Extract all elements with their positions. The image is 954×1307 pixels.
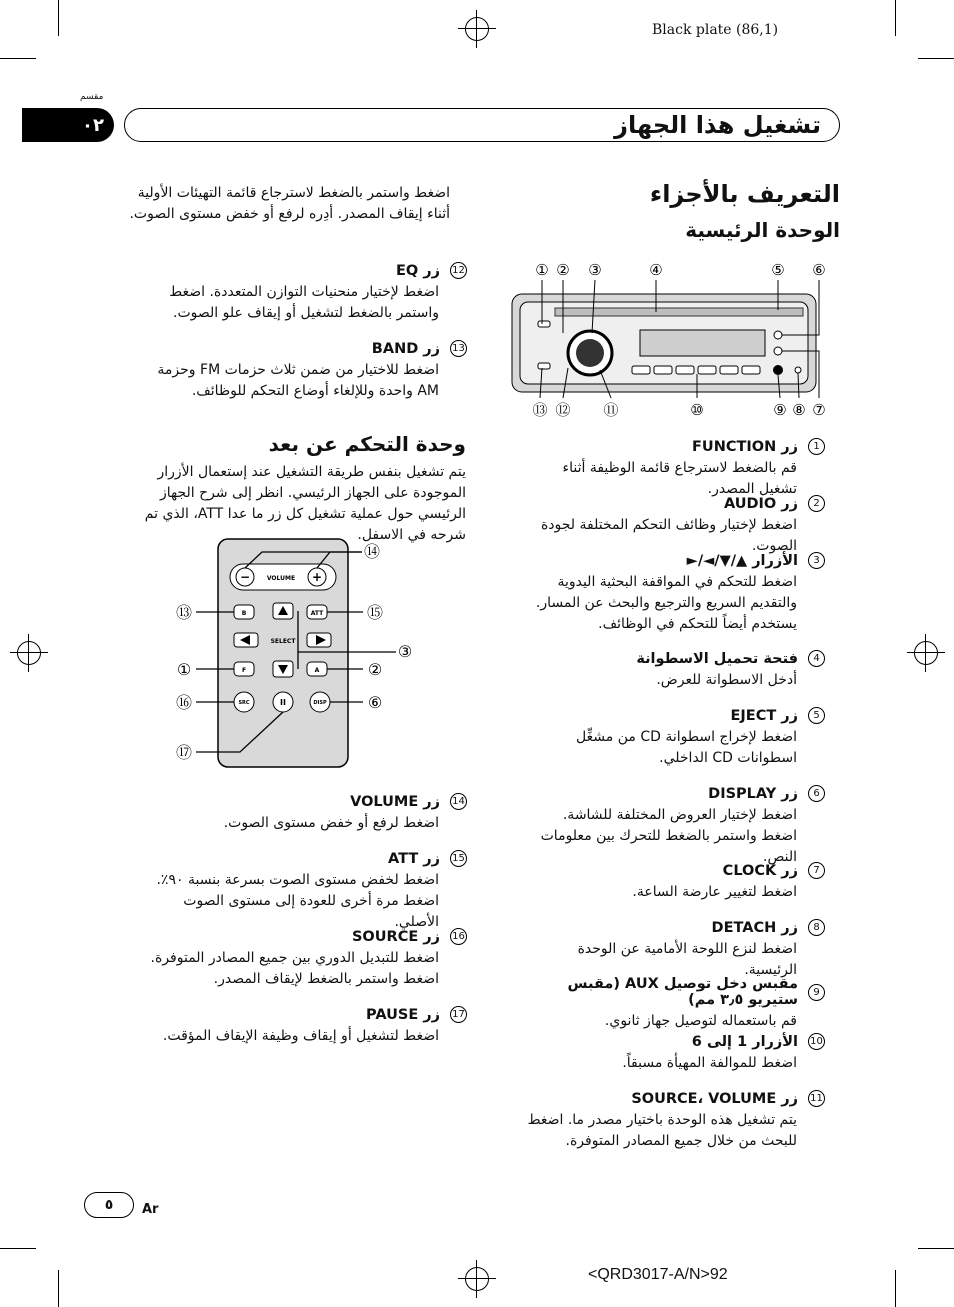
plate-label: Black plate (86,1) xyxy=(652,22,779,38)
item-title: زر DISPLAY xyxy=(708,785,798,802)
item-band xyxy=(140,340,467,402)
head-unit-diagram xyxy=(510,258,830,428)
callout-3: ③ xyxy=(588,261,602,279)
item-body: اضغط لنزع اللوحة الأمامية عن الوحدة الرئيسية. xyxy=(577,941,797,978)
item-body: اضغط للتبديل الدوري بين جميع المصادر المتوفرة. اضغط واستمر بالضغط لإيقاف المصدر. xyxy=(150,950,439,987)
item-number: 9 xyxy=(808,984,825,1001)
item-body: اضغط لإختيار منحنيات التوازن المتعددة. اضغط واستمر بالضغط لتشغيل أو إيقاف علو الصوت. xyxy=(169,284,439,321)
callout-1: ① xyxy=(535,261,549,279)
item-title: فتحة تحميل الاسطوانة xyxy=(636,650,798,667)
volume-plus: + xyxy=(311,570,323,584)
callout-4: ④ xyxy=(649,261,663,279)
remote-f: F xyxy=(241,667,247,674)
volume-minus: − xyxy=(239,570,251,584)
volume-label: VOLUME xyxy=(266,575,296,582)
item-number: 15 xyxy=(450,850,467,867)
item-eq xyxy=(145,262,467,324)
item-title: زر FUNCTION xyxy=(692,438,798,455)
item-title: زر VOLUME xyxy=(350,793,440,810)
item-preset-buttons xyxy=(525,1033,825,1074)
item-number: 12 xyxy=(450,262,467,279)
item-body: اضغط لتغيير عارضة الساعة. xyxy=(632,884,797,900)
callout-13: ⑬ xyxy=(532,401,548,419)
item-source xyxy=(140,928,467,990)
item-number: 14 xyxy=(450,793,467,810)
item-number: 7 xyxy=(808,862,825,879)
item-title: زر EQ xyxy=(396,262,440,279)
item-detach xyxy=(525,919,825,981)
item-clock xyxy=(525,862,825,903)
crop-mark xyxy=(895,0,896,36)
item-att xyxy=(140,850,467,933)
item-body: اضغط للتحكم في المواقفة البحثية اليدوية والتقديم السريع والترجيع والبحث عن المسار. يستخدم أيضاً للتحكم في الوظائف. xyxy=(535,574,797,632)
item-title: مقبس دخل توصيل AUX (مقبس ستيريو ٣٫٥ مم) xyxy=(567,976,798,1008)
callout-15: ⑮ xyxy=(366,603,384,622)
item-number: 16 xyxy=(450,928,467,945)
callout-9: ⑨ xyxy=(773,401,787,419)
callout-17: ⑰ xyxy=(175,743,193,762)
crop-mark xyxy=(58,0,59,36)
crop-mark xyxy=(918,58,954,59)
item-title: زر DETACH xyxy=(711,919,798,936)
item-number: 13 xyxy=(450,340,467,357)
callout-6: ⑥ xyxy=(367,693,383,712)
remote-diagram xyxy=(170,535,413,770)
item-body: اضغط لرفع أو خفض مستوى الصوت. xyxy=(223,815,439,831)
item-arrow-buttons xyxy=(525,552,825,635)
item-body: قم بالضغط لاسترجاع قائمة الوظيفة أثناء تشغيل المصدر. xyxy=(562,460,797,497)
section-number-tab: ٠٢ xyxy=(22,108,114,142)
remote-disp: DISP xyxy=(313,700,327,706)
callout-5: ⑤ xyxy=(771,261,785,279)
crop-mark xyxy=(0,58,36,59)
callout-14: ⑭ xyxy=(363,542,381,561)
remote-pause: II xyxy=(280,698,286,707)
registration-mark xyxy=(914,641,938,665)
remote-b: B xyxy=(241,610,247,617)
section-label: مقسم xyxy=(80,92,104,102)
callout-16: ⑯ xyxy=(175,693,193,712)
section-heading: التعريف بالأجزاء xyxy=(649,180,840,208)
callout-13: ⑬ xyxy=(175,603,193,622)
item-aux-jack xyxy=(525,976,825,1032)
item-title: زر PAUSE xyxy=(366,1006,440,1023)
crop-mark xyxy=(58,1270,59,1307)
head-unit-illustration xyxy=(510,258,830,428)
language-code: Ar xyxy=(142,1202,159,1217)
document-code: <QRD3017-A/N>92 xyxy=(588,1266,728,1283)
registration-mark xyxy=(465,17,489,41)
chapter-title: تشغيل هذا الجهاز xyxy=(124,108,840,142)
item-disc-slot xyxy=(525,650,825,691)
item-title: زر CLOCK xyxy=(722,862,798,879)
item-body: اضغط لإخراج اسطوانة CD من مشغِّل اسطوانات CD الداخلي. xyxy=(575,729,797,766)
callout-2: ② xyxy=(367,660,383,679)
item-source-volume xyxy=(525,1090,825,1152)
item-number: 8 xyxy=(808,919,825,936)
item-body: يتم تشغيل هذه الوحدة باختيار مصدر ما. اضغط للبحث من خلال جميع المصادر المتوفرة. xyxy=(527,1112,797,1149)
callout-3: ③ xyxy=(397,642,413,661)
item-volume xyxy=(145,793,467,834)
item-title: زر SOURCE xyxy=(351,928,440,945)
item-number: 10 xyxy=(808,1033,825,1050)
item-body: اضغط للاختيار من ضمن ثلاث حزمات FM وحزمة AM واحدة وللإلغاء أوضاع التحكم للوظائف. xyxy=(157,362,439,399)
sub-heading: الوحدة الرئيسية xyxy=(685,218,840,242)
item-number: 2 xyxy=(808,495,825,512)
callout-10: ⑩ xyxy=(690,401,704,419)
item-body: اضغط لخفض مستوى الصوت بسرعة بنسبة ٩٠٪. اضغط مرة أخرى للعودة إلى مستوى الصوت الأصلي. xyxy=(156,872,439,930)
registration-mark xyxy=(465,1267,489,1291)
item-number: 1 xyxy=(808,438,825,455)
item-number: 17 xyxy=(450,1006,467,1023)
remote-illustration xyxy=(170,535,413,770)
item-title: الأزرار ▲/▼/◄/► xyxy=(686,552,798,569)
item-eject xyxy=(525,707,825,769)
remote-src: SRC xyxy=(238,700,250,706)
item-title: زر ATT xyxy=(388,850,440,867)
remote-select: SELECT xyxy=(270,638,296,645)
callout-11: ⑪ xyxy=(603,401,619,419)
item-body: اضغط للموالفة المهيأة مسبقاً. xyxy=(622,1055,797,1071)
remote-intro: يتم تشغيل بنفس طريقة التشغيل عند إستعمال الأزرار الموجودة على الجهاز الرئيسي. انظر إلى شرح الجهاز الرئيسي حول عملية تشغيل كل زر ما عدا ATT، الذي تم شرحه في الاسفل. xyxy=(144,464,466,543)
callout-2: ② xyxy=(556,261,570,279)
item-audio xyxy=(525,495,825,557)
item-title: زر BAND xyxy=(371,340,440,357)
page-number: ٥ xyxy=(84,1192,134,1218)
item-body: قم باستعماله لتوصيل جهاز ثانوي. xyxy=(604,1013,797,1029)
registration-mark xyxy=(17,641,41,665)
intro-paragraph: اضغط واستمر بالضغط لاسترجاع قائمة التهيئات الأولية أثناء إيقاف المصدر. أدِره لرفع أو خفض مستوى الصوت. xyxy=(129,185,450,222)
item-body: اضغط لإختيار وظائف التحكم المختلفة لجودة الصوت. xyxy=(540,517,797,554)
callout-7: ⑦ xyxy=(812,401,826,419)
item-display xyxy=(525,785,825,868)
crop-mark xyxy=(0,1248,36,1249)
item-number: 11 xyxy=(808,1090,825,1107)
crop-mark xyxy=(918,1248,954,1249)
item-number: 4 xyxy=(808,650,825,667)
item-number: 3 xyxy=(808,552,825,569)
callout-12: ⑫ xyxy=(555,401,571,419)
callout-8: ⑧ xyxy=(792,401,806,419)
item-number: 6 xyxy=(808,785,825,802)
item-title: زر EJECT xyxy=(730,707,798,724)
item-title: زر AUDIO xyxy=(723,495,798,512)
remote-a: A xyxy=(314,667,320,674)
remote-heading: وحدة التحكم عن بعد xyxy=(268,432,466,456)
item-body: اضغط لتشغيل أو إيقاف وظيفة الإيقاف المؤقت. xyxy=(162,1028,439,1044)
item-body: أدخل الاسطوانة للعرض. xyxy=(656,672,797,688)
item-pause xyxy=(145,1006,467,1047)
remote-att: ATT xyxy=(310,610,324,617)
crop-mark xyxy=(895,1270,896,1307)
item-title: زر SOURCE، VOLUME xyxy=(631,1090,798,1107)
item-number: 5 xyxy=(808,707,825,724)
item-title: الأزرار 1 إلى 6 xyxy=(691,1033,798,1050)
item-function xyxy=(525,438,825,500)
callout-1: ① xyxy=(176,660,192,679)
callout-6: ⑥ xyxy=(812,261,826,279)
item-body: اضغط لإختيار العروض المختلفة للشاشة. اضغط واستمر بالضغط للتحرك بين معلومات النص. xyxy=(540,807,797,865)
